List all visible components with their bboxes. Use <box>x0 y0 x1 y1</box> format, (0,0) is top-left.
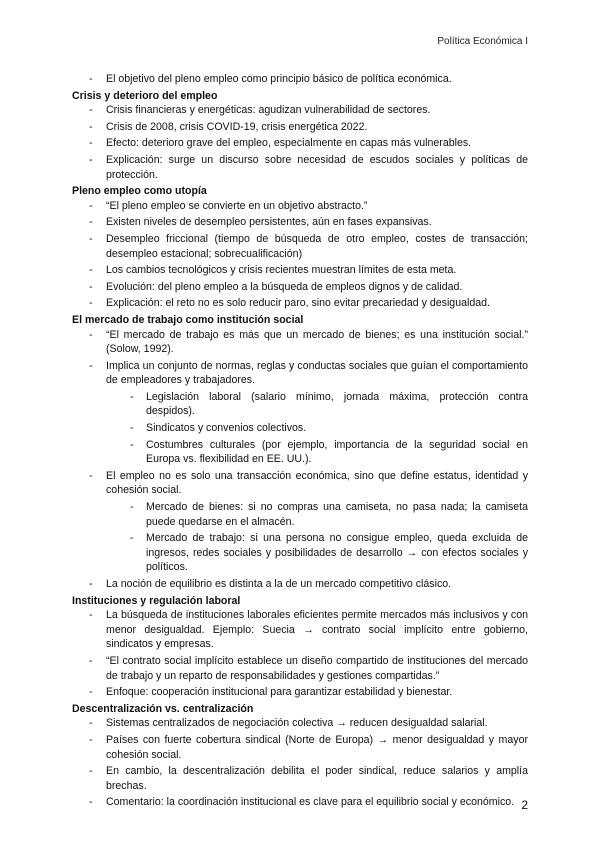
list-item: - Comentario: la coordinación institucional es clave para el equilibrio social y económico. <box>72 795 528 810</box>
list-item: - Evolución: del pleno empleo a la búsqueda de empleos dignos y de calidad. <box>72 280 528 295</box>
section-list <box>72 103 528 182</box>
sub-list-item: - Costumbres culturales (por ejemplo, importancia de la seguridad social en Europa vs. flexibilidad en EE. UU.). <box>72 438 528 467</box>
section-heading: Instituciones y regulación laboral <box>72 594 241 607</box>
list-item: - Explicación: surge un discurso sobre necesidad de escudos sociales y políticas de protección. <box>72 153 528 182</box>
list-item: - “El pleno empleo se convierte en un objetivo abstracto.” <box>72 199 528 214</box>
list-item: - En cambio, la descentralización debilita el poder sindical, reduce salarios y amplía brechas. <box>72 764 528 793</box>
sub-list-item: - Mercado de bienes: si no compras una camiseta, no pasa nada; la camiseta puede quedarse en el almacén. <box>72 500 528 529</box>
page-number: 2 <box>521 798 528 812</box>
section-list <box>72 328 528 592</box>
list-item: - Países con fuerte cobertura sindical (Norte de Europa) → menor desigualdad y mayor cohesión social. <box>72 733 528 762</box>
section-heading: Pleno empleo como utopía <box>72 185 207 198</box>
section-heading: El mercado de trabajo como institución social <box>72 313 304 326</box>
sub-list-item: - Legislación laboral (salario mínimo, jornada máxima, protección contra despidos). <box>72 390 528 419</box>
list-item: - La noción de equilibrio es distinta a la de un mercado competitivo clásico. <box>72 577 528 592</box>
intro-list <box>72 72 528 87</box>
sub-list-item: - Mercado de trabajo: si una persona no consigue empleo, queda excluida de ingresos, redes sociales y posibilidades de desarrollo → con efectos sociales y políticos. <box>72 531 528 575</box>
list-item: - Crisis financieras y energéticas: agudizan vulnerabilidad de sectores. <box>72 103 528 118</box>
list-item: - Enfoque: cooperación institucional para garantizar estabilidad y bienestar. <box>72 685 528 700</box>
list-item: - El empleo no es solo una transacción económica, sino que define estatus, identidad y cohesión social. <box>72 469 528 498</box>
section-list <box>72 608 528 700</box>
list-item: - Existen niveles de desempleo persistentes, aún en fases expansivas. <box>72 215 528 230</box>
list-item: - “El mercado de trabajo es más que un mercado de bienes; es una institución social.” (Solow, 1992). <box>72 328 528 357</box>
page-header: Política Económica I <box>437 36 528 47</box>
list-item: - La búsqueda de instituciones laborales eficientes permite mercados más inclusivos y con menor desigualdad. Ejemplo: Suecia → contrato social implícito entre gobierno, sindicatos y empresas. <box>72 608 528 652</box>
list-item: - Crisis de 2008, crisis COVID-19, crisis energética 2022. <box>72 120 528 135</box>
section-heading: Descentralización vs. centralización <box>72 702 254 715</box>
list-item: - Sistemas centralizados de negociación colectiva → reducen desigualdad salarial. <box>72 716 528 731</box>
section-heading: Crisis y deterioro del empleo <box>72 89 218 102</box>
sub-list-item: - Sindicatos y convenios colectivos. <box>72 421 528 436</box>
list-item: - Desempleo friccional (tiempo de búsqueda de otro empleo, costes de transacción; desempleo estacional; sobrecualificación) <box>72 232 528 261</box>
list-item: - Implica un conjunto de normas, reglas y conductas sociales que guían el comportamiento de empleadores y trabajadores. <box>72 359 528 388</box>
list-item: - Explicación: el reto no es solo reducir paro, sino evitar precariedad y desigualdad. <box>72 296 528 311</box>
section-list <box>72 716 528 810</box>
list-item: - El objetivo del pleno empleo como principio básico de política económica. <box>72 72 528 87</box>
list-item: - Efecto: deterioro grave del empleo, especialmente en capas más vulnerables. <box>72 136 528 151</box>
document-body <box>72 72 528 812</box>
list-item: - “El contrato social implícito establece un diseño compartido de instituciones del mercado de trabajo y un reparto de responsabilidades y gestiones compartidas.” <box>72 654 528 683</box>
list-item: - Los cambios tecnológicos y crisis recientes muestran límites de esta meta. <box>72 263 528 278</box>
section-list <box>72 199 528 311</box>
